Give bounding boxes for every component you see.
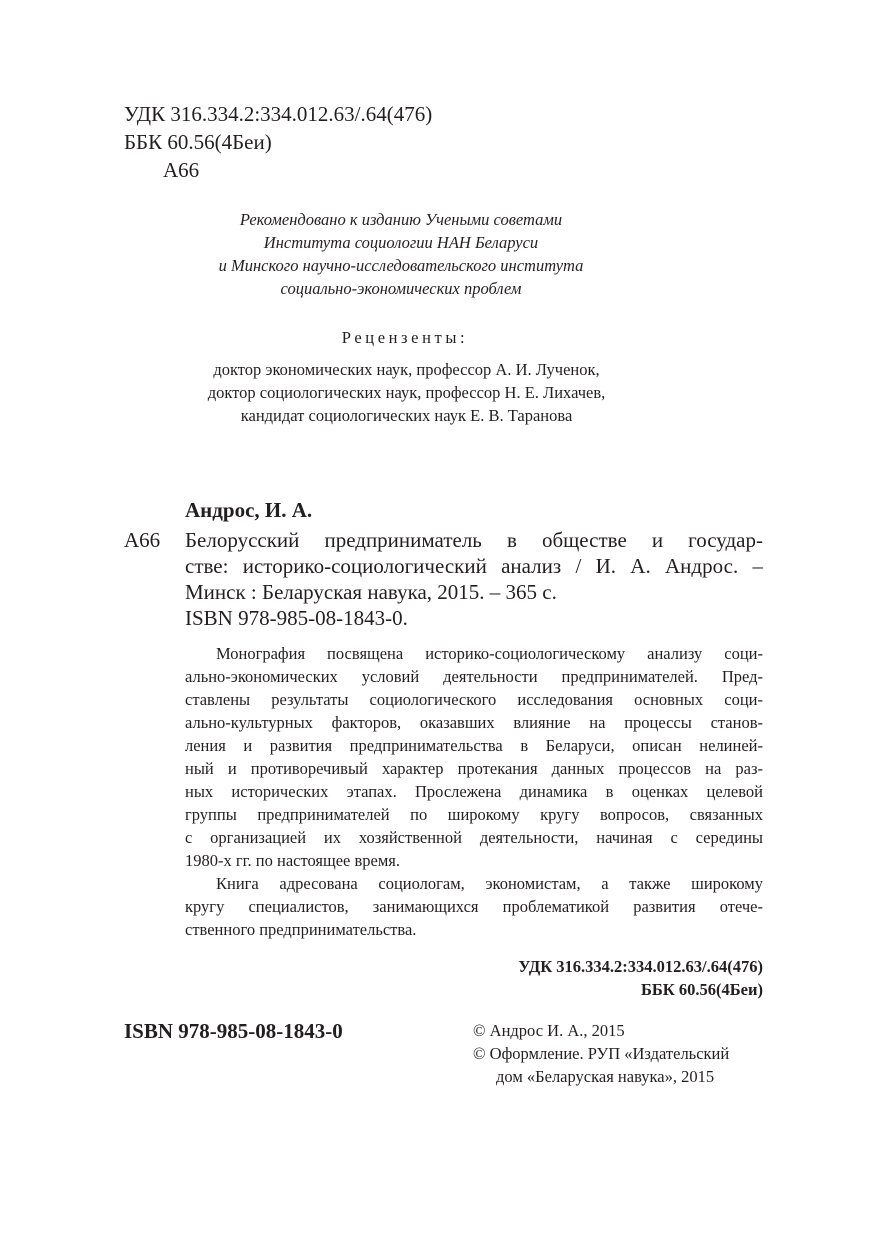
recommendation-line: социально-экономических проблем: [280, 279, 522, 298]
annotation-line: ления и развития предпринимательства в Беларуси, описан нелиней-: [185, 736, 763, 755]
copyright-line: дом «Беларуская навука», 2015: [496, 1067, 715, 1086]
catalog-isbn-line: ISBN 978-985-08-1843-0.: [185, 606, 408, 630]
recommendation-line: Рекомендовано к изданию Учеными советами: [239, 210, 563, 229]
annotation-line: Монография посвящена историко-социологическому анализу соци-: [216, 644, 763, 663]
annotation-line: 1980-х гг. по настоящее время.: [185, 851, 400, 870]
catalog-author: Андрос, И. А.: [185, 498, 313, 522]
recommendation-line: и Минского научно-исследовательского института: [218, 256, 584, 275]
bottom-udk-code: УДК 316.334.2:334.012.63/.64(476): [518, 957, 763, 976]
catalog-title-line: стве: историко-социологический анализ / И. А. Андрос. –: [185, 554, 763, 578]
annotation-line: с организацией их хозяйственной деятельности, начиная с середины: [185, 828, 763, 847]
copyright-line: © Андрос И. А., 2015: [473, 1021, 625, 1040]
annotation-line: кругу специалистов, занимающихся проблематикой развития отече-: [185, 897, 763, 916]
annotation-line: группы предпринимателей по широкому кругу вопросов, связанных: [185, 805, 763, 824]
udk-code: УДК 316.334.2:334.012.63/.64(476): [124, 102, 433, 126]
annotation-line: ных исторических этапах. Прослежена динамика в оценках целевой: [185, 782, 763, 801]
annotation-line: ственного предпринимательства.: [185, 920, 417, 939]
reviewers-title: Рецензенты:: [341, 328, 469, 347]
author-mark: А66: [163, 158, 200, 182]
annotation-line: ставлены результаты социологического исследования основных соци-: [185, 690, 763, 709]
copyright-line: © Оформление. РУП «Издательский: [473, 1044, 730, 1063]
catalog-imprint-line: Минск : Беларуская навука, 2015. – 365 с.: [185, 580, 557, 604]
annotation-line: Книга адресована социологам, экономистам, а также широкому: [216, 874, 763, 893]
annotation-line: ный и противоречивый характер протекания данных процессов на раз-: [185, 759, 763, 778]
catalog-title-line: Белорусский предприниматель в обществе и государ-: [185, 528, 763, 552]
reviewer-line: доктор социологических наук, профессор Н. Е. Лихачев,: [207, 383, 606, 402]
isbn: ISBN 978-985-08-1843-0: [124, 1019, 343, 1043]
annotation-line: ально-экономических условий деятельности предпринимателей. Пред-: [185, 667, 763, 686]
catalog-index: А66: [124, 528, 161, 552]
bottom-bbk-code: ББК 60.56(4Беи): [640, 980, 763, 999]
reviewer-line: кандидат социологических наук Е. В. Таранова: [240, 406, 573, 425]
bbk-code: ББК 60.56(4Беи): [124, 130, 272, 154]
annotation-line: ально-культурных факторов, оказавших влияние на процессы станов-: [185, 713, 763, 732]
reviewer-line: доктор экономических наук, профессор А. И. Лученок,: [213, 360, 600, 379]
recommendation-line: Института социологии НАН Беларуси: [263, 233, 539, 252]
